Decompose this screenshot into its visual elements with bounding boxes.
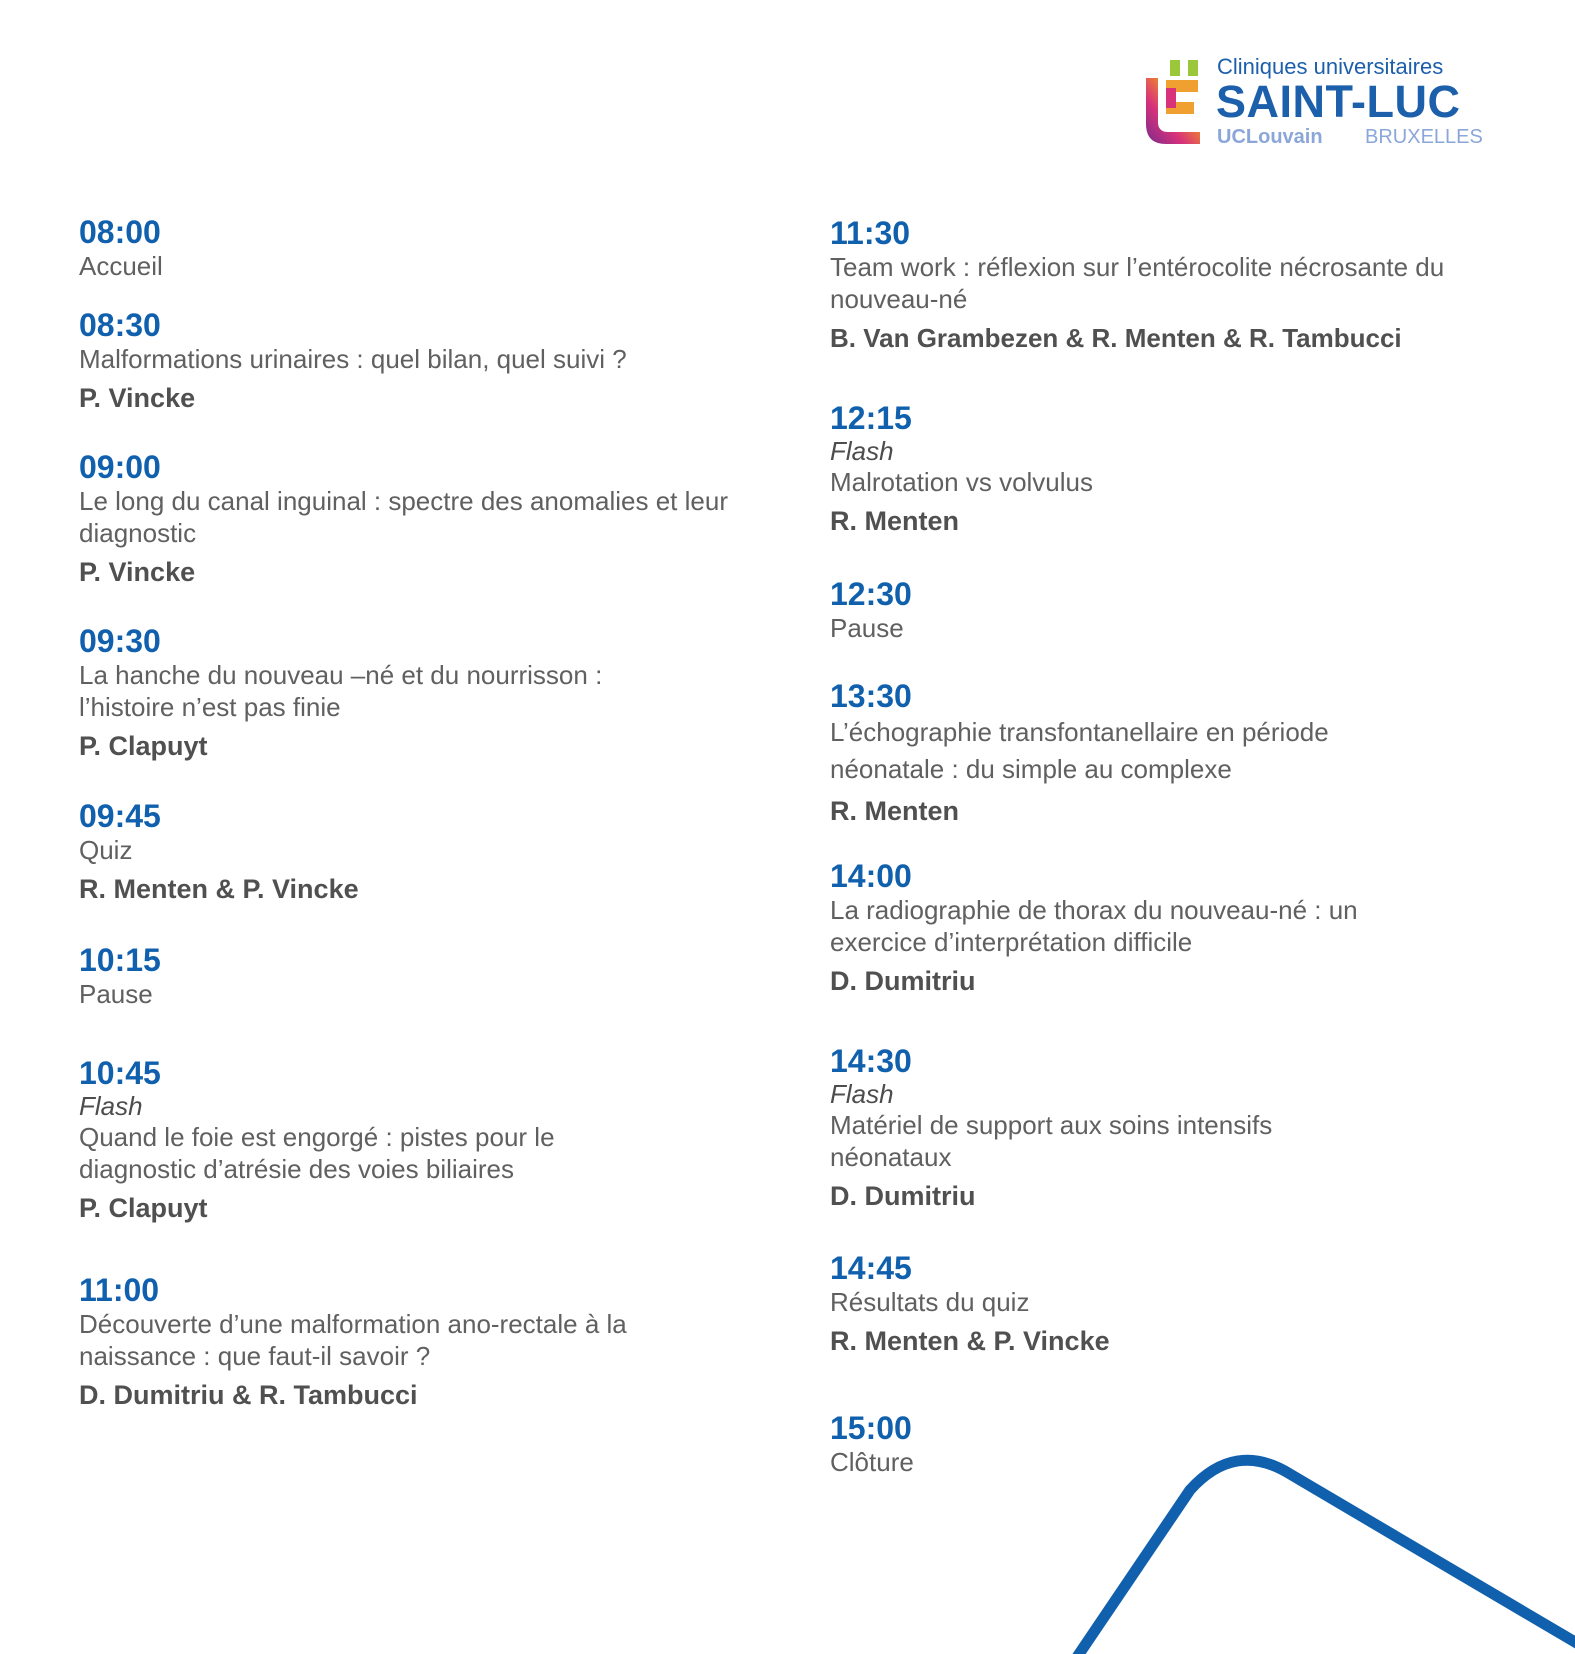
schedule-slot <box>830 400 1093 538</box>
slot-time: 10:45 <box>79 1055 161 1091</box>
slot-time: 13:30 <box>830 678 912 714</box>
slot-tag: Flash <box>830 1079 894 1109</box>
slot-title: Matériel de support aux soins intensifs néonataux <box>830 1110 1273 1172</box>
slot-time: 14:30 <box>830 1043 912 1079</box>
slot-time: 08:00 <box>79 214 161 250</box>
schedule-slot <box>79 307 627 415</box>
schedule-slot <box>830 1410 914 1478</box>
slot-speaker: R. Menten <box>830 796 960 826</box>
schedule-slot <box>830 215 1510 355</box>
slot-title: Pause <box>79 979 153 1009</box>
slot-title: Quand le foie est engorgé : pistes pour le diagnostic d’atrésie des voies biliaires <box>79 1122 555 1184</box>
slot-speaker: B. Van Grambezen & R. Menten & R. Tambucci <box>830 323 1402 353</box>
slot-time: 09:30 <box>79 623 161 659</box>
slot-speaker: R. Menten & P. Vincke <box>79 874 359 904</box>
schedule-slot <box>79 1272 729 1412</box>
schedule-slot <box>79 798 359 906</box>
slot-title: Quiz <box>79 835 133 865</box>
slot-speaker: D. Dumitriu <box>830 1181 976 1211</box>
slot-speaker: R. Menten <box>830 506 960 536</box>
slot-speaker: P. Clapuyt <box>79 731 208 761</box>
schedule-slot <box>79 942 161 1010</box>
saint-luc-logo-icon <box>1140 58 1206 148</box>
slot-title: La hanche du nouveau –né et du nourrisson : l’histoire n’est pas finie <box>79 660 603 722</box>
schedule-slot <box>79 214 163 282</box>
slot-speaker: D. Dumitriu & R. Tambucci <box>79 1380 418 1410</box>
slot-time: 09:45 <box>79 798 161 834</box>
logo-line-3b: BRUXELLES <box>1365 126 1483 148</box>
slot-title: Découverte d’une malformation ano-rectale à la naissance : que faut-il savoir ? <box>79 1309 627 1371</box>
schedule-slot <box>830 1250 1110 1358</box>
slot-time: 12:15 <box>830 400 912 436</box>
saint-luc-logo <box>1140 50 1490 150</box>
slot-time: 15:00 <box>830 1410 912 1446</box>
slot-title: Team work : réflexion sur l’entérocolite nécrosante du nouveau-né <box>830 252 1445 314</box>
slot-speaker: D. Dumitriu <box>830 966 976 996</box>
slot-title: Malformations urinaires : quel bilan, quel suivi ? <box>79 344 627 374</box>
slot-title: L’échographie transfontanellaire en période néonatale : du simple au complexe <box>830 717 1329 784</box>
slot-time: 08:30 <box>79 307 161 343</box>
schedule-slot <box>830 678 1410 828</box>
slot-title: Résultats du quiz <box>830 1287 1030 1317</box>
schedule-slot <box>79 449 739 589</box>
schedule-slot <box>830 858 1430 998</box>
slot-time: 14:00 <box>830 858 912 894</box>
slot-title: Malrotation vs volvulus <box>830 467 1093 497</box>
slot-title: Pause <box>830 613 904 643</box>
slot-time: 10:15 <box>79 942 161 978</box>
logo-line-2: SAINT-LUC <box>1216 76 1461 127</box>
schedule-slot <box>79 623 699 763</box>
slot-speaker: R. Menten & P. Vincke <box>830 1326 1110 1356</box>
slot-title: Le long du canal inguinal : spectre des anomalies et leur diagnostic <box>79 486 728 548</box>
slot-time: 12:30 <box>830 576 912 612</box>
slot-speaker: P. Clapuyt <box>79 1193 208 1223</box>
logo-line-3a: UCLouvain <box>1217 126 1323 148</box>
slot-time: 11:00 <box>79 1272 160 1308</box>
schedule-slot <box>830 1043 1350 1213</box>
slot-title: Accueil <box>79 251 163 281</box>
schedule-slot <box>830 576 912 644</box>
slot-tag: Flash <box>79 1091 143 1121</box>
slot-tag: Flash <box>830 436 894 466</box>
schedule-slot <box>79 1055 659 1225</box>
slot-time: 09:00 <box>79 449 161 485</box>
slot-title: La radiographie de thorax du nouveau-né : un exercice d’interprétation difficile <box>830 895 1358 957</box>
slot-time: 11:30 <box>830 215 911 251</box>
slot-title: Clôture <box>830 1447 914 1477</box>
slot-speaker: P. Vincke <box>79 557 196 587</box>
slot-speaker: P. Vincke <box>79 383 196 413</box>
slot-time: 14:45 <box>830 1250 912 1286</box>
logo-line-1: Cliniques universitaires <box>1217 54 1444 79</box>
